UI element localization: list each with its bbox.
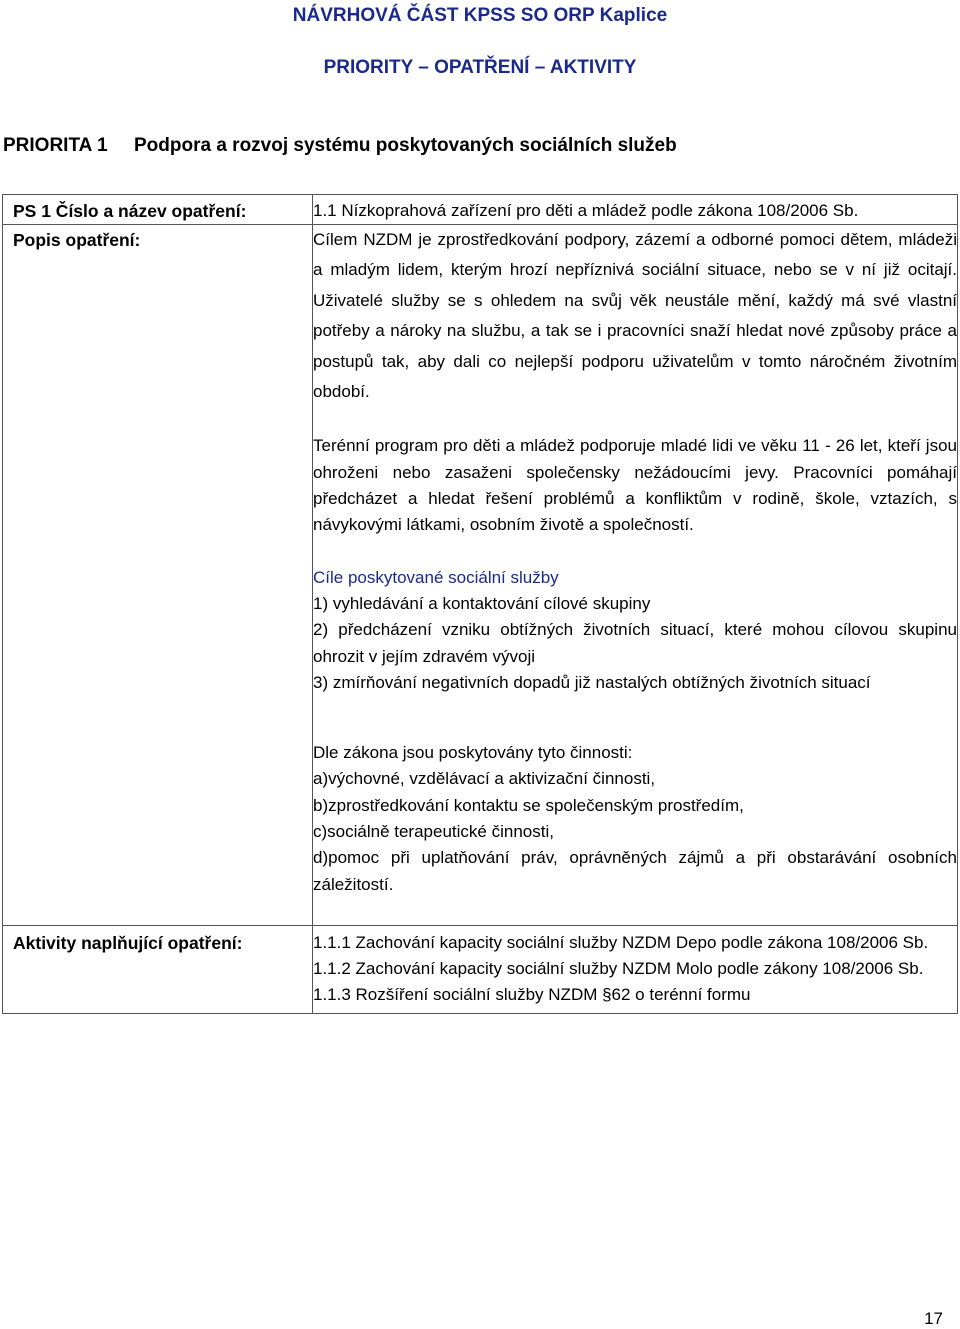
popis-paragraph-2: Terénní program pro děti a mládež podporuje mladé lidi ve věku 11 - 26 let, kteří jsou ohroženi nebo zasaženi společensky nežádoucími jevy. Pracovníci pomáhají předcházet a hledat řešení problémů a konfliktům v rodině, škole, vztazích, s návykovými látkami, osobním životě a společností. bbox=[313, 436, 957, 535]
aktivity-label: Aktivity naplňující opatření: bbox=[13, 932, 243, 953]
priority-label: PRIORITA 1 bbox=[3, 135, 108, 156]
measure-table bbox=[2, 194, 958, 1014]
law-item: a)výchovné, vzdělávací a aktivizační činnosti, bbox=[313, 769, 656, 789]
ps-value: 1.1 Nízkoprahová zařízení pro děti a mládež podle zákona 108/2006 Sb. bbox=[313, 201, 859, 220]
ps-label: PS 1 Číslo a název opatření: bbox=[13, 201, 247, 221]
law-block bbox=[313, 740, 957, 898]
goal-item: 1) vyhledávání a kontaktování cílové skupiny bbox=[313, 593, 651, 613]
priority-heading bbox=[3, 135, 677, 157]
table-row-aktivity bbox=[3, 925, 958, 1013]
document-subtitle: PRIORITY – OPATŘENÍ – AKTIVITY bbox=[323, 57, 637, 78]
goal-item: 3) zmírňování negativních dopadů již nastalých obtížných životních situací bbox=[313, 672, 871, 692]
goal-item: 2) předcházení vzniku obtížných životních situací, které mohou cílovou skupinu ohrozit v jejím zdravém vývoji bbox=[313, 620, 957, 666]
ps-label-cell bbox=[3, 195, 313, 225]
priority-text: Podpora a rozvoj systému poskytovaných sociálních služeb bbox=[134, 135, 677, 156]
popis-value-cell bbox=[313, 225, 958, 926]
aktivity-label-cell bbox=[3, 925, 313, 1013]
law-intro: Dle zákona jsou poskytovány tyto činnosti: bbox=[313, 743, 633, 763]
table-row-popis bbox=[3, 225, 958, 926]
popis-label: Popis opatření: bbox=[13, 230, 141, 250]
goals-block bbox=[313, 565, 957, 696]
law-item: b)zprostředkování kontaktu se společenským prostředím, bbox=[313, 795, 744, 815]
ps-value-cell bbox=[313, 195, 958, 225]
page-number: 17 bbox=[924, 1309, 943, 1328]
aktivity-value-cell bbox=[313, 925, 958, 1013]
popis-label-cell bbox=[3, 225, 313, 926]
aktivita-item: 1.1.2 Zachování kapacity sociální služby NZDM Molo podle zákony 108/2006 Sb. bbox=[313, 959, 924, 979]
law-item: d)pomoc při uplatňování práv, oprávněných zájmů a při obstarávání osobních záležitostí. bbox=[313, 848, 957, 894]
aktivity-list bbox=[313, 926, 957, 1013]
document-title: NÁVRHOVÁ ČÁST KPSS SO ORP Kaplice bbox=[292, 5, 668, 26]
aktivita-item: 1.1.1 Zachování kapacity sociální služby NZDM Depo podle zákona 108/2006 Sb. bbox=[313, 932, 929, 952]
popis-paragraph-1: Cílem NZDM je zprostředkování podpory, zázemí a odborné pomoci dětem, mládeži a mladým lidem, kterým hrozí nepříznivá sociální situace, nebo se v ní již ocitají. Uživatelé služby se s ohledem na svůj věk neustále mění, každý má své vlastní potřeby a nároky na službu, a tak se i pracovníci snaží hledat nové způsoby práce a postupů tak, aby dali co nejlepší podporu uživatelům v tomto náročném životním období. bbox=[313, 230, 957, 402]
table-row-ps bbox=[3, 195, 958, 225]
aktivita-item: 1.1.3 Rozšíření sociální služby NZDM §62 o terénní formu bbox=[313, 985, 751, 1005]
goals-title: Cíle poskytované sociální služby bbox=[313, 567, 559, 587]
law-item: c)sociálně terapeutické činnosti, bbox=[313, 822, 554, 841]
spacer bbox=[313, 898, 957, 925]
